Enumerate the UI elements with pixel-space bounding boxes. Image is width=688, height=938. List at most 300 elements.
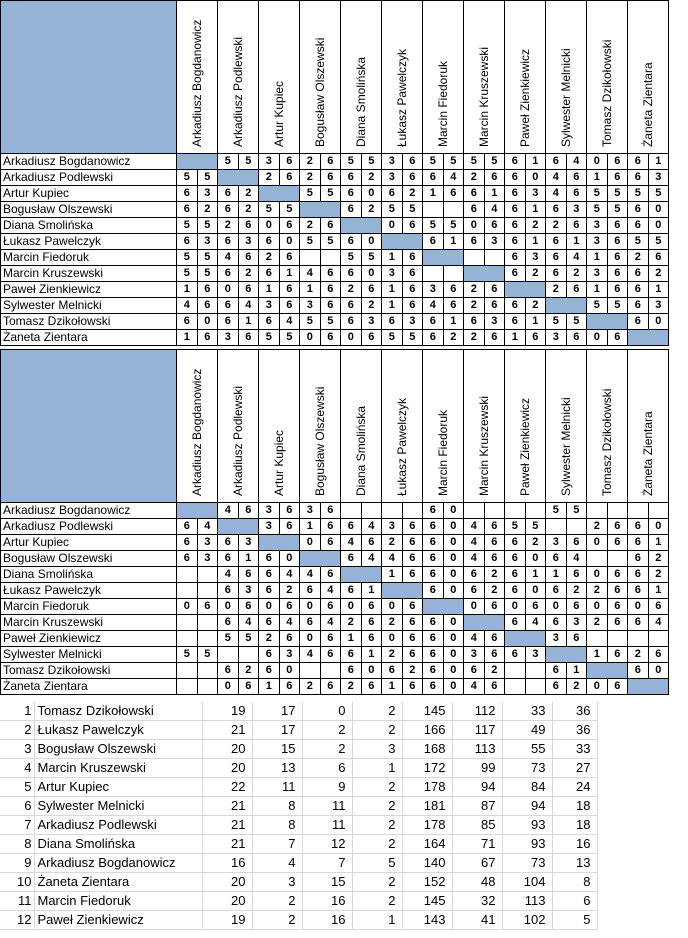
row-player-name: Arkadiusz Podlewski xyxy=(1,170,177,186)
column-header-marcin-fiedoruk xyxy=(423,1,464,154)
diagonal-cell xyxy=(218,519,259,535)
standings-value: 11 xyxy=(302,797,352,816)
matrix-row xyxy=(1,298,669,314)
score-cell: 5 xyxy=(320,314,341,330)
score-cell: 1 xyxy=(566,663,587,679)
matrix-corner xyxy=(1,1,177,154)
score-cell: 3 xyxy=(382,519,403,535)
score-cell: 5 xyxy=(505,519,526,535)
score-cell: 6 xyxy=(546,551,567,567)
score-cell: 6 xyxy=(238,330,259,346)
score-cell: 1 xyxy=(382,567,403,583)
score-cell: 6 xyxy=(505,583,526,599)
column-header-sylwester-melnicki xyxy=(546,350,587,503)
score-cell: 5 xyxy=(341,250,362,266)
score-cell: 6 xyxy=(341,647,362,663)
score-cell: 5 xyxy=(464,154,485,170)
column-header-label: Łukasz Pawelczyk xyxy=(395,397,409,496)
standings-rank: 6 xyxy=(0,797,34,816)
score-cell: 6 xyxy=(607,599,628,615)
score-cell xyxy=(505,663,526,679)
column-header-boguslaw-olszewski xyxy=(300,350,341,503)
score-cell: 6 xyxy=(423,330,444,346)
row-player-name: Arkadiusz Podlewski xyxy=(1,519,177,535)
score-cell: 6 xyxy=(505,615,526,631)
diagonal-cell xyxy=(259,186,300,202)
standings-rank: 11 xyxy=(0,892,34,911)
matrix-row xyxy=(1,266,669,282)
score-cell: 3 xyxy=(525,250,546,266)
score-cell: 2 xyxy=(566,266,587,282)
score-cell: 3 xyxy=(546,631,567,647)
score-cell: 1 xyxy=(300,519,321,535)
score-cell: 6 xyxy=(197,599,218,615)
standings-value: 16 xyxy=(302,892,352,911)
score-cell: 6 xyxy=(464,186,485,202)
standings-value: 178 xyxy=(402,816,452,835)
column-header-label: Arkadiusz Bogdanowicz xyxy=(190,368,204,496)
score-cell: 6 xyxy=(197,298,218,314)
score-cell xyxy=(628,631,649,647)
score-cell: 6 xyxy=(566,186,587,202)
standings-player-name: Bogusław Olszewski xyxy=(34,740,202,759)
score-cell: 1 xyxy=(566,234,587,250)
score-cell: 4 xyxy=(423,298,444,314)
standings-rank: 2 xyxy=(0,721,34,740)
column-header-marcin-kruszewski xyxy=(464,1,505,154)
score-cell: 6 xyxy=(320,154,341,170)
score-cell: 3 xyxy=(238,583,259,599)
standings-value: 2 xyxy=(302,740,352,759)
score-cell: 6 xyxy=(320,519,341,535)
score-cell: 5 xyxy=(402,330,423,346)
score-cell: 3 xyxy=(197,234,218,250)
score-cell xyxy=(607,503,628,519)
score-cell: 0 xyxy=(648,663,669,679)
standings-value: 7 xyxy=(302,854,352,873)
score-cell: 0 xyxy=(587,679,608,695)
score-cell: 6 xyxy=(341,186,362,202)
matrix-row xyxy=(1,503,669,519)
score-cell: 1 xyxy=(361,583,382,599)
score-cell: 0 xyxy=(587,567,608,583)
standings-rank: 1 xyxy=(0,702,34,721)
matrix-row xyxy=(1,218,669,234)
score-cell: 5 xyxy=(525,519,546,535)
diagonal-cell xyxy=(464,266,505,282)
score-cell: 6 xyxy=(177,535,198,551)
diagonal-cell xyxy=(546,298,587,314)
standings-rank: 7 xyxy=(0,816,34,835)
score-cell xyxy=(525,503,546,519)
score-cell: 0 xyxy=(587,599,608,615)
standings-rank: 12 xyxy=(0,911,34,930)
score-cell: 5 xyxy=(587,298,608,314)
score-cell: 0 xyxy=(361,266,382,282)
standings-value: 33 xyxy=(502,702,552,721)
score-cell: 5 xyxy=(177,170,198,186)
standings-value: 99 xyxy=(452,759,502,778)
score-cell: 6 xyxy=(300,615,321,631)
score-cell xyxy=(607,631,628,647)
row-player-name: Bogusław Olszewski xyxy=(1,551,177,567)
score-cell: 5 xyxy=(607,298,628,314)
standings-rank: 8 xyxy=(0,835,34,854)
score-cell: 5 xyxy=(320,234,341,250)
score-cell: 1 xyxy=(587,170,608,186)
score-cell: 1 xyxy=(177,282,198,298)
score-cell: 6 xyxy=(402,535,423,551)
standings-rank: 9 xyxy=(0,854,34,873)
score-cell: 6 xyxy=(628,615,649,631)
standings-value: 164 xyxy=(402,835,452,854)
standings-player-name: Arkadiusz Podlewski xyxy=(34,816,202,835)
score-cell: 6 xyxy=(218,266,239,282)
score-cell: 0 xyxy=(443,583,464,599)
score-cell: 6 xyxy=(546,663,567,679)
score-cell: 5 xyxy=(279,330,300,346)
score-cell: 6 xyxy=(628,567,649,583)
matrix-row xyxy=(1,186,669,202)
score-cell: 5 xyxy=(382,330,403,346)
standings-value: 32 xyxy=(452,892,502,911)
score-cell: 0 xyxy=(443,663,464,679)
score-cell: 3 xyxy=(587,218,608,234)
score-cell: 6 xyxy=(464,663,485,679)
score-cell: 2 xyxy=(546,218,567,234)
score-cell: 3 xyxy=(566,615,587,631)
score-cell: 3 xyxy=(300,503,321,519)
standings-value: 22 xyxy=(202,778,252,797)
score-cell xyxy=(628,503,649,519)
score-cell: 6 xyxy=(402,679,423,695)
diagonal-cell xyxy=(341,218,382,234)
matrix-row xyxy=(1,202,669,218)
score-cell: 0 xyxy=(361,663,382,679)
standings-value: 140 xyxy=(402,854,452,873)
score-cell: 6 xyxy=(259,567,280,583)
score-cell: 6 xyxy=(402,218,423,234)
column-header-label: Arkadiusz Bogdanowicz xyxy=(190,19,204,147)
row-player-name: Artur Kupiec xyxy=(1,186,177,202)
score-cell: 6 xyxy=(279,599,300,615)
score-cell: 6 xyxy=(218,298,239,314)
score-cell: 0 xyxy=(443,519,464,535)
score-cell xyxy=(484,250,505,266)
column-header-label: Bogusław Olszewski xyxy=(313,37,327,147)
standings-value: 166 xyxy=(402,721,452,740)
diagonal-cell xyxy=(382,234,423,250)
standings-value: 21 xyxy=(202,835,252,854)
score-cell: 4 xyxy=(464,535,485,551)
score-cell: 6 xyxy=(423,663,444,679)
score-cell: 6 xyxy=(566,599,587,615)
score-cell: 5 xyxy=(218,631,239,647)
score-cell: 6 xyxy=(607,154,628,170)
score-cell: 6 xyxy=(218,615,239,631)
column-header-lukasz-pawelczyk xyxy=(382,350,423,503)
score-cell: 5 xyxy=(197,266,218,282)
score-cell: 6 xyxy=(628,314,649,330)
row-player-name: Marcin Kruszewski xyxy=(1,615,177,631)
score-cell: 6 xyxy=(320,599,341,615)
column-header-label: Bogusław Olszewski xyxy=(313,386,327,496)
score-cell: 2 xyxy=(238,202,259,218)
score-cell xyxy=(382,503,403,519)
standings-value: 21 xyxy=(202,721,252,740)
score-cell: 6 xyxy=(259,234,280,250)
column-header-label: Sylwester Melnicki xyxy=(559,48,573,147)
score-cell: 0 xyxy=(259,599,280,615)
score-cell: 0 xyxy=(300,599,321,615)
score-cell: 6 xyxy=(505,314,526,330)
column-header-label: Żaneta Zientara xyxy=(641,62,655,147)
score-cell: 6 xyxy=(505,170,526,186)
score-cell: 6 xyxy=(341,170,362,186)
score-cell: 2 xyxy=(525,218,546,234)
score-cell: 4 xyxy=(484,202,505,218)
score-cell: 3 xyxy=(402,314,423,330)
diagonal-cell xyxy=(587,314,628,330)
score-cell: 0 xyxy=(443,631,464,647)
score-cell: 4 xyxy=(238,615,259,631)
row-player-name: Marcin Kruszewski xyxy=(1,266,177,282)
standings-row xyxy=(0,797,597,816)
standings-value: 117 xyxy=(452,721,502,740)
score-cell: 4 xyxy=(361,551,382,567)
score-cell: 6 xyxy=(402,250,423,266)
score-cell: 1 xyxy=(648,282,669,298)
score-cell: 1 xyxy=(382,679,403,695)
standings-value: 2 xyxy=(352,892,402,911)
score-cell: 6 xyxy=(423,170,444,186)
score-cell: 3 xyxy=(259,298,280,314)
column-header-label: Diana Smolińska xyxy=(354,56,368,147)
score-cell: 0 xyxy=(382,218,403,234)
score-cell: 5 xyxy=(177,218,198,234)
score-cell: 5 xyxy=(238,154,259,170)
score-cell: 6 xyxy=(464,234,485,250)
standings-row xyxy=(0,892,597,911)
standings-value: 93 xyxy=(502,816,552,835)
score-cell xyxy=(197,631,218,647)
row-player-name: Żaneta Zientara xyxy=(1,679,177,695)
score-cell: 0 xyxy=(443,679,464,695)
score-cell: 4 xyxy=(279,567,300,583)
score-cell: 5 xyxy=(177,250,198,266)
score-cell: 6 xyxy=(464,583,485,599)
standings-value: 93 xyxy=(502,835,552,854)
score-cell: 2 xyxy=(279,583,300,599)
column-header-diana-smolinska xyxy=(341,350,382,503)
score-cell: 0 xyxy=(443,567,464,583)
diagonal-cell xyxy=(587,663,628,679)
score-cell: 6 xyxy=(218,551,239,567)
matrix-row xyxy=(1,314,669,330)
standings-value: 4 xyxy=(252,854,302,873)
score-cell xyxy=(648,503,669,519)
score-cell: 0 xyxy=(628,599,649,615)
standings-value: 18 xyxy=(552,816,597,835)
score-cell: 6 xyxy=(607,519,628,535)
standings-value: 15 xyxy=(302,873,352,892)
score-cell: 4 xyxy=(320,615,341,631)
score-cell: 6 xyxy=(320,647,341,663)
score-cell xyxy=(423,266,444,282)
score-cell: 4 xyxy=(177,298,198,314)
score-cell: 2 xyxy=(566,583,587,599)
standings-value: 143 xyxy=(402,911,452,930)
row-player-name: Paweł Zienkiewicz xyxy=(1,282,177,298)
score-cell xyxy=(587,503,608,519)
score-cell: 6 xyxy=(628,170,649,186)
score-cell: 6 xyxy=(505,535,526,551)
score-cell: 6 xyxy=(341,266,362,282)
score-cell xyxy=(197,679,218,695)
diagonal-cell xyxy=(628,330,669,346)
matrix-corner xyxy=(1,350,177,503)
score-cell: 6 xyxy=(279,298,300,314)
row-player-name: Żaneta Zientara xyxy=(1,330,177,346)
score-cell: 1 xyxy=(587,282,608,298)
column-header-diana-smolinska xyxy=(341,1,382,154)
column-header-arkadiusz-bogdanowicz xyxy=(177,350,218,503)
score-cell: 6 xyxy=(423,314,444,330)
standings-value: 36 xyxy=(552,702,597,721)
score-cell: 6 xyxy=(628,551,649,567)
score-cell: 6 xyxy=(648,250,669,266)
score-cell: 3 xyxy=(423,282,444,298)
matrix-row xyxy=(1,170,669,186)
score-cell: 3 xyxy=(197,535,218,551)
score-cell: 6 xyxy=(218,583,239,599)
score-cell: 6 xyxy=(505,298,526,314)
score-cell: 6 xyxy=(607,567,628,583)
score-cell: 0 xyxy=(197,314,218,330)
score-cell: 1 xyxy=(484,186,505,202)
score-cell: 2 xyxy=(587,519,608,535)
score-cell: 6 xyxy=(341,519,362,535)
score-cell: 2 xyxy=(525,535,546,551)
score-cell: 0 xyxy=(177,599,198,615)
score-cell xyxy=(546,519,567,535)
score-cell: 5 xyxy=(177,266,198,282)
score-cell: 2 xyxy=(382,615,403,631)
score-cell: 6 xyxy=(423,615,444,631)
score-cell: 6 xyxy=(218,535,239,551)
score-cell: 6 xyxy=(484,218,505,234)
score-cell: 6 xyxy=(320,330,341,346)
score-cell: 2 xyxy=(464,282,485,298)
score-cell: 3 xyxy=(525,186,546,202)
score-cell: 6 xyxy=(320,170,341,186)
score-cell: 6 xyxy=(628,663,649,679)
score-cell: 6 xyxy=(566,631,587,647)
score-cell: 5 xyxy=(300,186,321,202)
score-cell: 0 xyxy=(279,551,300,567)
score-cell xyxy=(300,663,321,679)
score-cell: 2 xyxy=(648,551,669,567)
score-cell: 6 xyxy=(607,583,628,599)
standings-value: 21 xyxy=(202,797,252,816)
score-cell: 6 xyxy=(279,282,300,298)
standings-value: 9 xyxy=(302,778,352,797)
score-cell xyxy=(177,679,198,695)
score-cell: 4 xyxy=(300,266,321,282)
score-cell: 4 xyxy=(218,567,239,583)
score-cell: 6 xyxy=(505,551,526,567)
standings-value: 178 xyxy=(402,778,452,797)
score-cell: 6 xyxy=(607,218,628,234)
standings-table xyxy=(0,702,598,930)
matrix-row xyxy=(1,535,669,551)
score-cell: 6 xyxy=(443,186,464,202)
score-cell: 1 xyxy=(443,314,464,330)
score-cell: 6 xyxy=(341,298,362,314)
score-cell: 3 xyxy=(587,266,608,282)
standings-value: 2 xyxy=(302,721,352,740)
standings-value: 16 xyxy=(552,835,597,854)
score-cell xyxy=(197,663,218,679)
standings-value: 11 xyxy=(302,816,352,835)
score-cell: 6 xyxy=(423,631,444,647)
standings-player-name: Łukasz Pawelczyk xyxy=(34,721,202,740)
score-cell: 6 xyxy=(505,186,526,202)
score-cell: 1 xyxy=(259,282,280,298)
score-cell: 4 xyxy=(648,615,669,631)
score-cell: 0 xyxy=(443,647,464,663)
score-cell xyxy=(525,663,546,679)
score-cell: 3 xyxy=(197,186,218,202)
score-cell: 4 xyxy=(566,551,587,567)
score-cell: 2 xyxy=(628,647,649,663)
score-cell xyxy=(443,202,464,218)
score-cell: 0 xyxy=(341,330,362,346)
row-player-name: Artur Kupiec xyxy=(1,535,177,551)
score-cell: 2 xyxy=(525,298,546,314)
score-cell: 5 xyxy=(341,154,362,170)
score-cell: 2 xyxy=(382,535,403,551)
score-cell: 1 xyxy=(525,234,546,250)
score-cell: 2 xyxy=(484,583,505,599)
score-cell: 6 xyxy=(238,599,259,615)
score-cell: 1 xyxy=(382,282,403,298)
score-cell xyxy=(443,266,464,282)
standings-value: 71 xyxy=(452,835,502,854)
score-cell: 0 xyxy=(587,330,608,346)
score-cell: 6 xyxy=(402,519,423,535)
score-cell: 6 xyxy=(177,519,198,535)
matrix-row xyxy=(1,234,669,250)
standings-value: 67 xyxy=(452,854,502,873)
column-header-label: Żaneta Zientara xyxy=(641,411,655,496)
score-cell: 5 xyxy=(259,202,280,218)
score-cell xyxy=(320,663,341,679)
standings-rank: 4 xyxy=(0,759,34,778)
score-cell xyxy=(587,551,608,567)
score-cell: 0 xyxy=(648,202,669,218)
score-cell: 6 xyxy=(546,679,567,695)
matrix-row xyxy=(1,567,669,583)
score-cell: 6 xyxy=(648,599,669,615)
standings-value: 11 xyxy=(252,778,302,797)
score-cell xyxy=(361,503,382,519)
score-cell: 4 xyxy=(218,503,239,519)
score-cell: 6 xyxy=(259,615,280,631)
score-cell: 6 xyxy=(259,551,280,567)
score-cell: 6 xyxy=(484,535,505,551)
row-player-name: Paweł Zienkiewicz xyxy=(1,631,177,647)
